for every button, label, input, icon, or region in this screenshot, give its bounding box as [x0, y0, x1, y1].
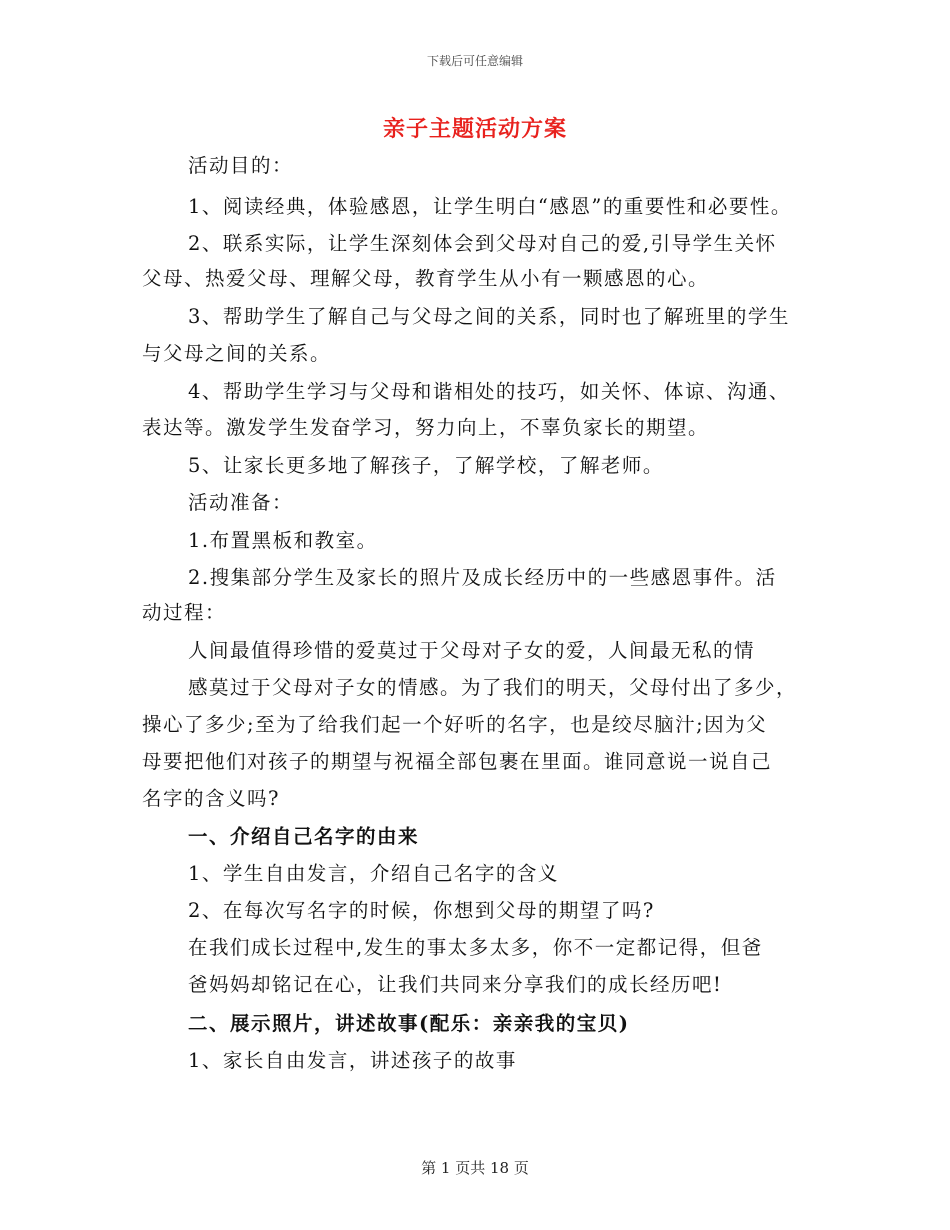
paragraph-line: 母要把他们对孩子的期望与祝福全部包裹在里面。谁同意说一说自己 — [142, 750, 773, 773]
paragraph-line: 与父母之间的关系。 — [142, 342, 332, 365]
paragraph-line: 2.搜集部分学生及家长的照片及成长经历中的一些感恩事件。活 — [188, 566, 777, 589]
document-title: 亲子主题活动方案 — [382, 116, 567, 142]
section-heading-2: 二、展示照片，讲述故事(配乐：亲亲我的宝贝) — [188, 1012, 630, 1035]
paragraph-line: 2、在每次写名字的时候，你想到父母的期望了吗? — [188, 899, 655, 922]
paragraph-line: 1、家长自由发言，讲述孩子的故事 — [188, 1049, 517, 1072]
header-note: 下载后可任意编辑 — [426, 54, 523, 68]
paragraph-line: 在我们成长过程中,发生的事太多太多，你不一定都记得，但爸 — [188, 936, 763, 959]
paragraph-line: 人间最值得珍惜的爱莫过于父母对子女的爱，人间最无私的情 — [188, 639, 756, 662]
paragraph-line: 1.布置黑板和教室。 — [188, 529, 378, 552]
paragraph-line: 操心了多少;至为了给我们起一个好听的名字，也是绞尽脑汁;因为父 — [142, 713, 768, 736]
page-number: 第 1 页共 18 页 — [421, 1159, 529, 1177]
paragraph-line: 爸妈妈却铭记在心，让我们共同来分享我们的成长经历吧! — [188, 973, 723, 996]
paragraph-line: 父母、热爱父母、理解父母，教育学生从小有一颗感恩的心。 — [142, 267, 710, 290]
paragraph-line: 5、让家长更多地了解孩子，了解学校，了解老师。 — [188, 454, 664, 477]
section-label-preparation: 活动准备： — [188, 491, 294, 514]
paragraph-line: 1、学生自由发言，介绍自己名字的含义 — [188, 862, 559, 885]
paragraph-line: 4、帮助学生学习与父母和谐相处的技巧，如关怀、体谅、沟通、 — [188, 380, 790, 403]
paragraph-line: 表达等。激发学生发奋学习，努力向上，不辜负家长的期望。 — [142, 416, 710, 439]
paragraph-line: 动过程： — [142, 601, 227, 624]
paragraph-line: 2、联系实际，让学生深刻体会到父母对自己的爱,引导学生关怀 — [188, 232, 777, 255]
paragraph-line: 3、帮助学生了解自己与父母之间的关系，同时也了解班里的学生 — [188, 305, 790, 328]
section-label-purpose: 活动目的： — [188, 154, 294, 177]
paragraph-line: 感莫过于父母对子女的情感。为了我们的明天，父母付出了多少， — [188, 676, 798, 699]
paragraph-line: 名字的含义吗? — [142, 787, 280, 810]
section-heading-1: 一、介绍自己名字的由来 — [188, 825, 420, 848]
paragraph-line: 1、阅读经典，体验感恩，让学生明白“感恩”的重要性和必要性。 — [188, 195, 792, 218]
